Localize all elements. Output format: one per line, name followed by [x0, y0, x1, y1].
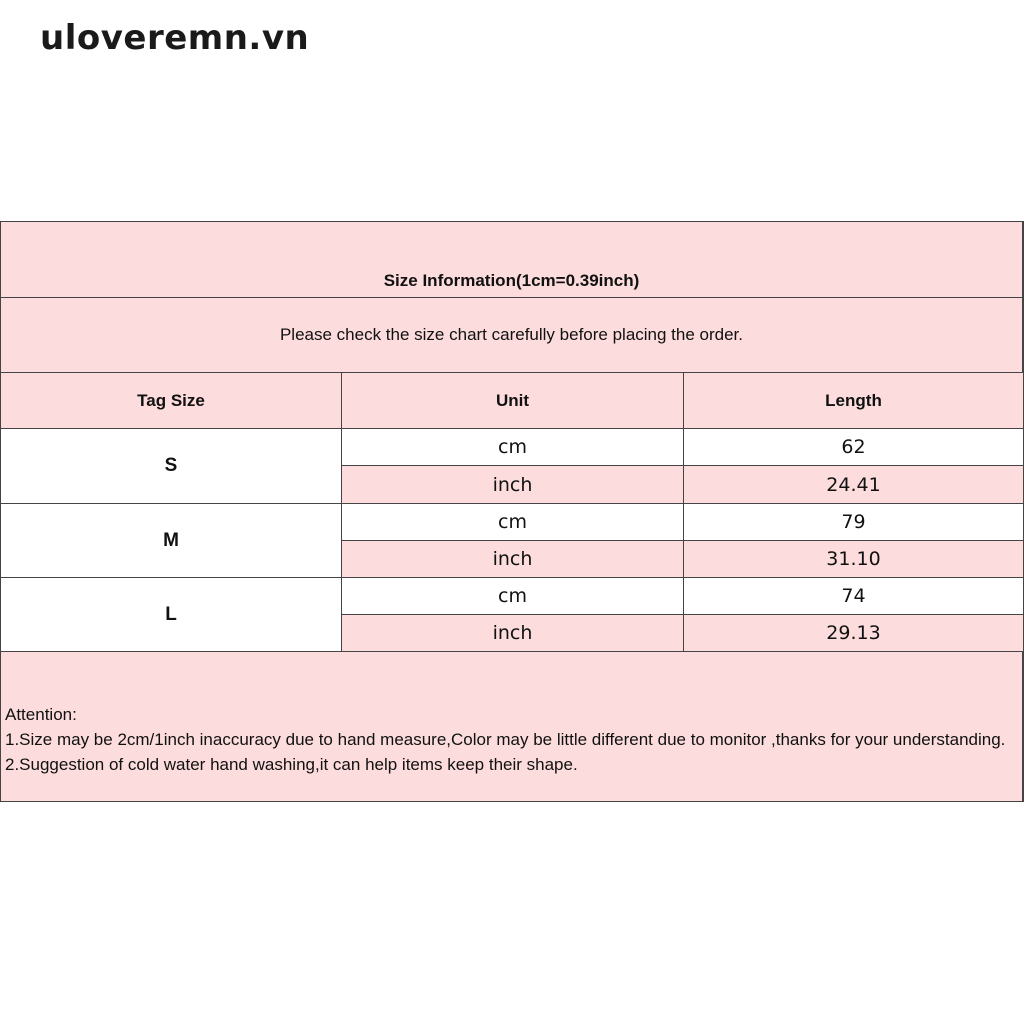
length-cell: 74: [684, 578, 1023, 615]
size-chart-notice-row: [1, 298, 1022, 373]
attention-notes: [1, 652, 1022, 801]
length-cell: 29.13: [684, 615, 1023, 652]
tag-size-m: M: [1, 504, 342, 578]
unit-cell: inch: [342, 615, 684, 652]
watermark-text: uloveremn.vn: [40, 18, 310, 58]
length-cell: 79: [684, 504, 1023, 541]
length-cell: 62: [684, 429, 1023, 466]
header-length: Length: [684, 373, 1023, 429]
header-unit: Unit: [342, 373, 684, 429]
size-chart-notice: Please check the size chart carefully before placing the order.: [279, 325, 744, 344]
attention-heading: Attention:: [5, 705, 77, 724]
length-cell: 31.10: [684, 541, 1023, 578]
size-chart-table: [0, 221, 1024, 802]
header-tag-size: Tag Size: [1, 373, 342, 429]
unit-cell: inch: [342, 541, 684, 578]
unit-cell: cm: [342, 429, 684, 466]
attention-note-1: 1.Size may be 2cm/1inch inaccuracy due to hand measure,Color may be little different due to monitor ,thanks for your understanding.: [5, 730, 1006, 749]
unit-cell: cm: [342, 504, 684, 541]
attention-note-2: 2.Suggestion of cold water hand washing,it can help items keep their shape.: [5, 755, 578, 774]
tag-size-l: L: [1, 578, 342, 652]
unit-cell: cm: [342, 578, 684, 615]
unit-cell: inch: [342, 466, 684, 504]
size-chart-title-row: [1, 222, 1022, 298]
tag-size-s: S: [1, 429, 342, 504]
length-cell: 24.41: [684, 466, 1023, 504]
size-chart-title: Size Information(1cm=0.39inch): [383, 271, 640, 290]
